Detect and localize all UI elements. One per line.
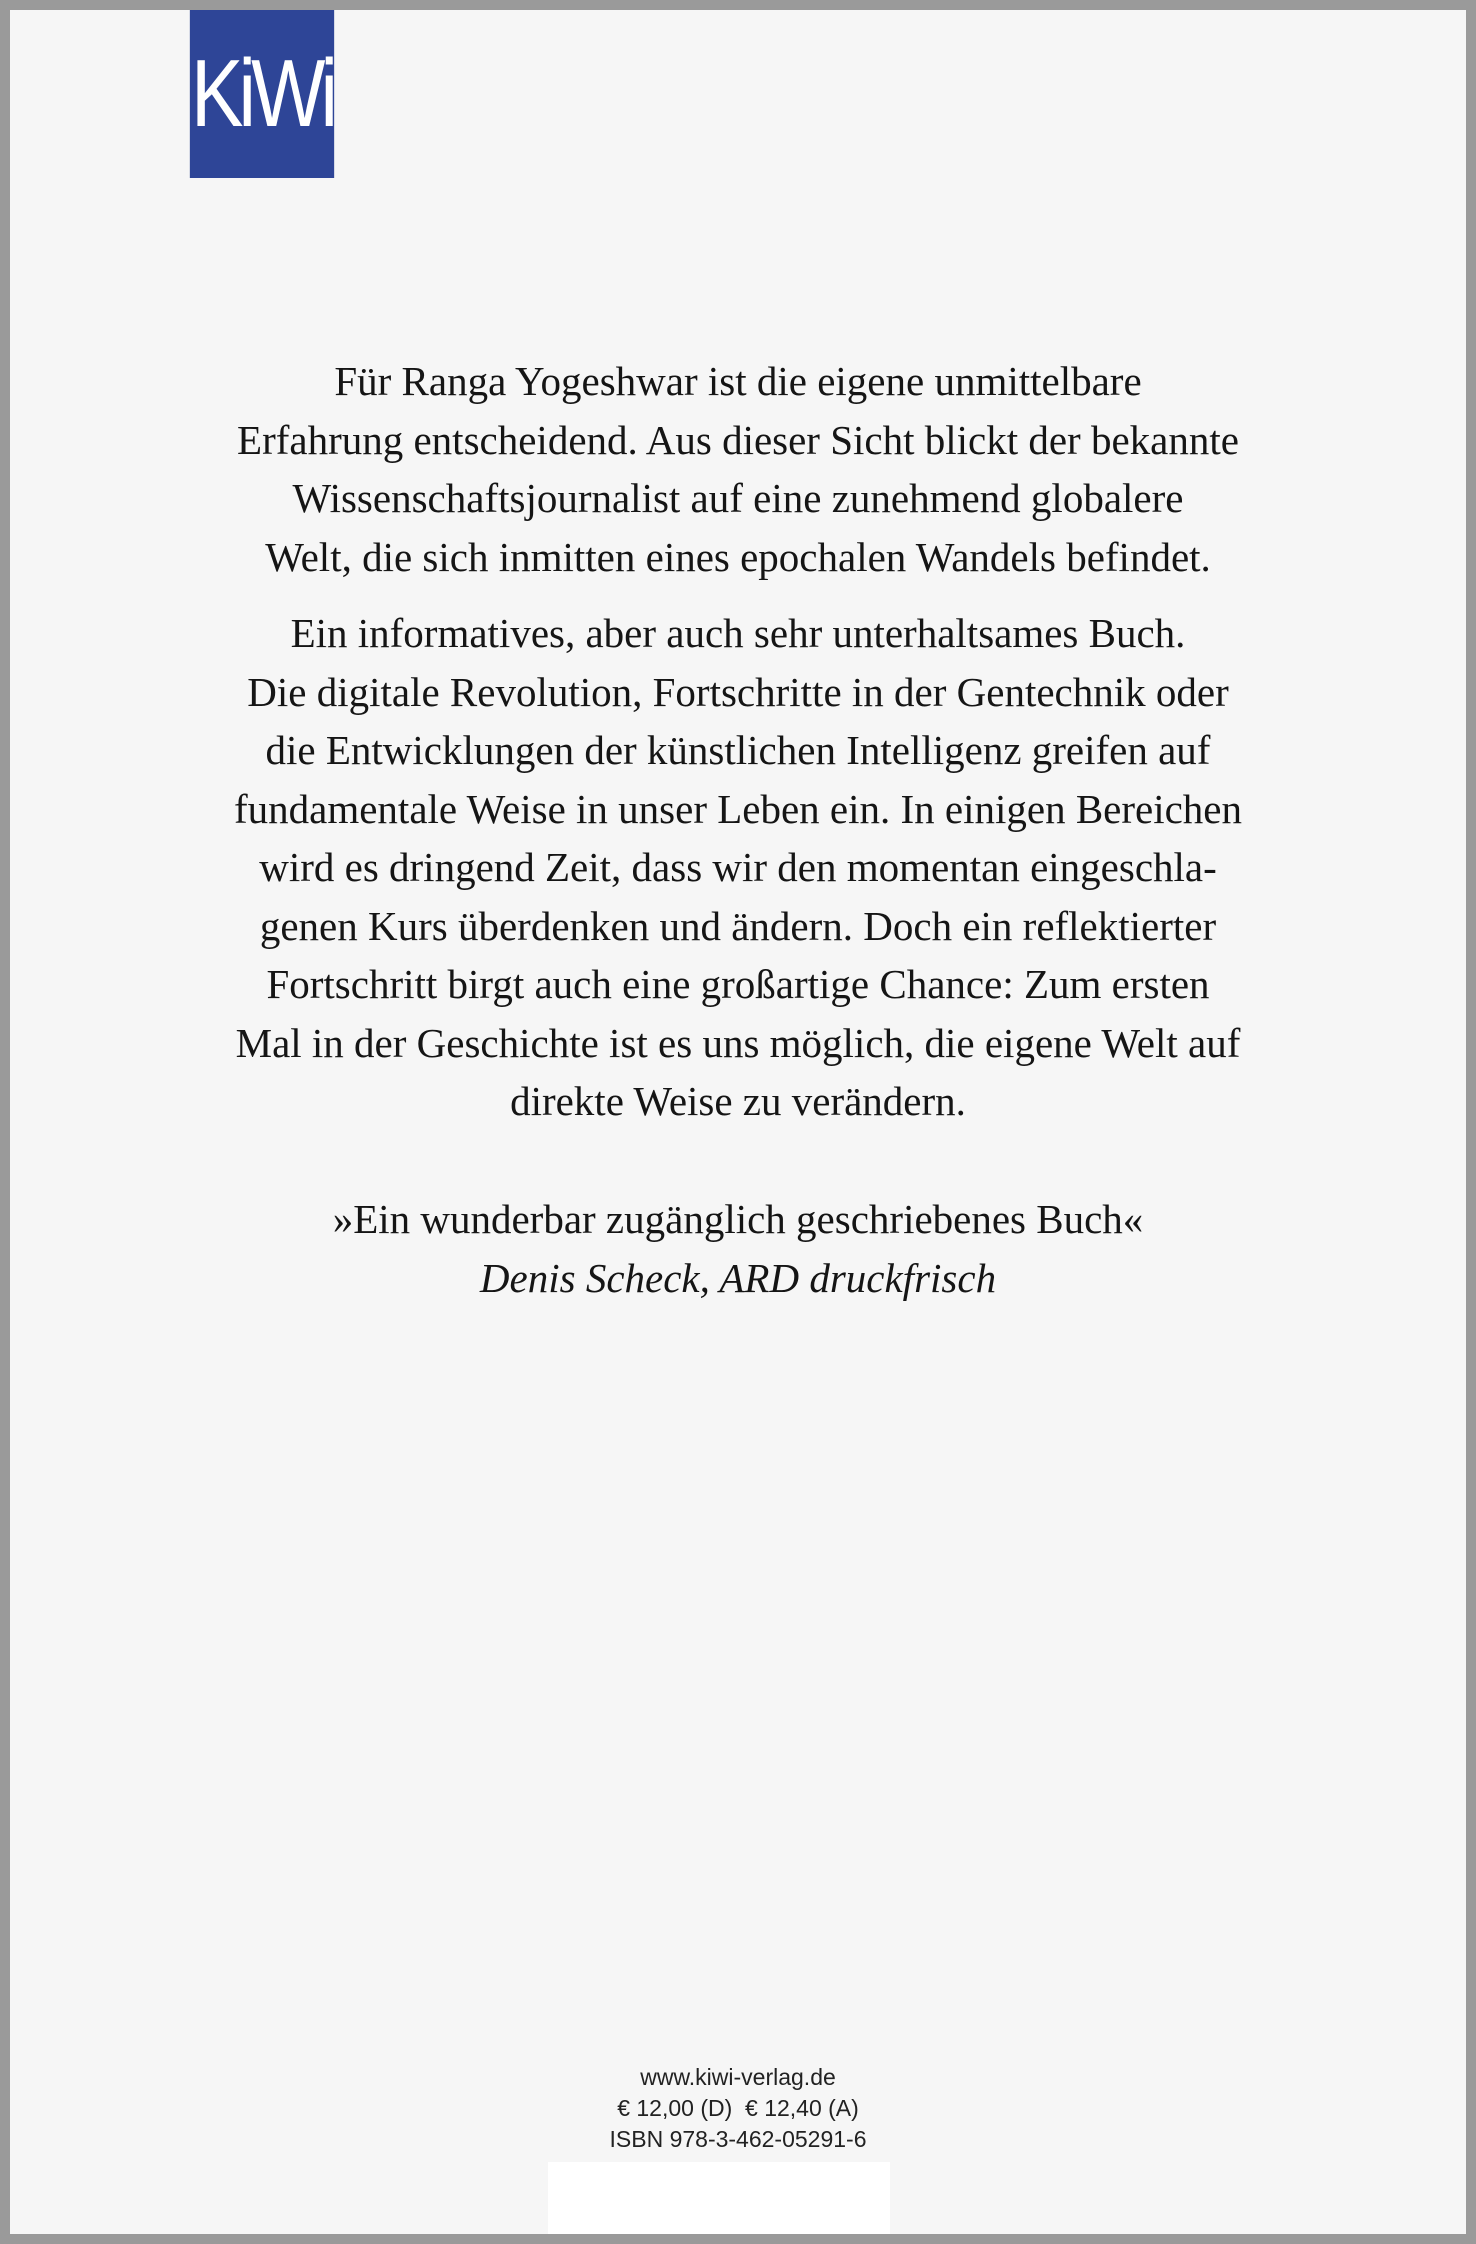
text-line: Für Ranga Yogeshwar ist die eigene unmittelbare bbox=[334, 358, 1142, 404]
text-line: wird es dringend Zeit, dass wir den momentan eingeschla- bbox=[259, 844, 1217, 890]
text-line: Die digitale Revolution, Fortschritte in der Gentechnik oder bbox=[247, 668, 1229, 715]
back-cover bbox=[10, 10, 1466, 2234]
imprint-footer bbox=[10, 2062, 1466, 2155]
text-line: genen Kurs überdenken und ändern. Doch ein reflektierter bbox=[259, 902, 1217, 949]
text-line: Erfahrung entscheidend. Aus dieser Sicht blickt der bekannte bbox=[237, 416, 1239, 463]
description-paragraph-2 bbox=[170, 604, 1306, 1131]
text-line: Wissenschaftsjournalist auf eine zunehmend globalere bbox=[292, 475, 1184, 521]
text-line: Mal in der Geschichte ist es uns möglich, die eigene Welt auf bbox=[235, 1019, 1241, 1066]
publisher-website: www.kiwi-verlag.de bbox=[640, 2064, 836, 2090]
kiwi-logo: KiWi bbox=[190, 10, 334, 178]
text-line: Ein informatives, aber auch sehr unterhaltsames Buch. bbox=[290, 610, 1186, 656]
text-line: die Entwicklungen der künstlichen Intelligenz greifen auf bbox=[265, 727, 1211, 773]
description-paragraph-1 bbox=[170, 352, 1306, 586]
text-line: Welt, die sich inmitten eines epochalen Wandels befindet. bbox=[265, 533, 1211, 580]
text-line: direkte Weise zu verändern. bbox=[510, 1078, 966, 1124]
quote-text: »Ein wunderbar zugänglich geschriebenes Buch« bbox=[332, 1196, 1144, 1242]
quote-source: Denis Scheck, ARD druckfrisch bbox=[479, 1254, 997, 1301]
text-line: Fortschritt birgt auch eine großartige Chance: Zum ersten bbox=[266, 961, 1210, 1007]
review-quote bbox=[170, 1190, 1306, 1307]
price-info: € 12,00 (D) € 12,40 (A) bbox=[617, 2095, 859, 2121]
isbn: ISBN 978-3-462-05291-6 bbox=[609, 2126, 867, 2152]
text-line: fundamentale Weise in unser Leben ein. In einigen Bereichen bbox=[233, 785, 1243, 832]
barcode-area bbox=[548, 2162, 890, 2234]
